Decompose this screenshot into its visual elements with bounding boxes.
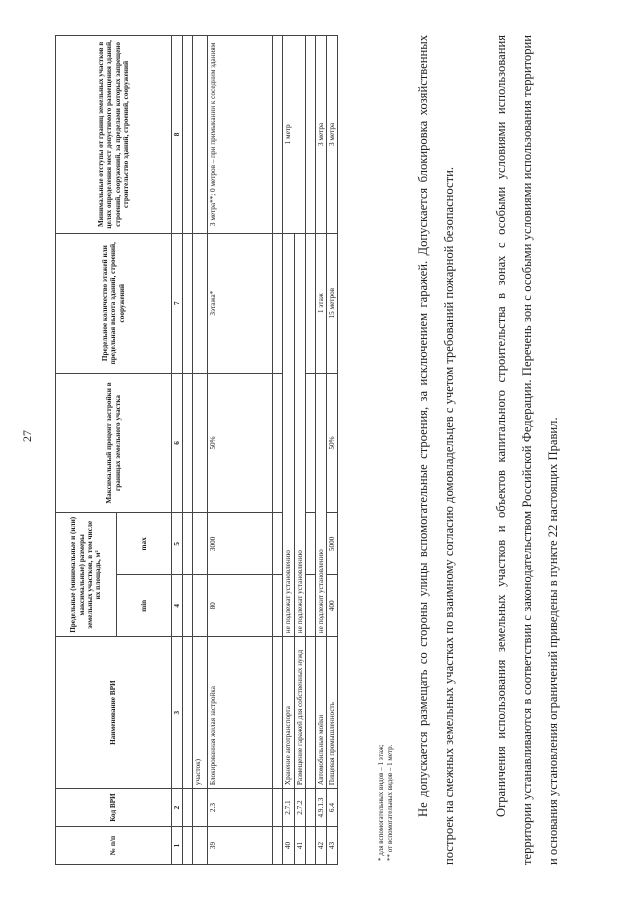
- column-number: 1: [172, 827, 183, 865]
- paragraph: Ограничения использования земельных участков и объектов капитального строительства в зонах с особыми условиями использования территории устанавливаются в соответствии с законодательством Российской Федерации. Перечень зон с особыми условиями использования территории и основания установления ограничений приведены в пункте 22 настоящих Правил.: [494, 35, 560, 865]
- table-row: [183, 36, 193, 865]
- row-name: Блокированная жилая застройка: [208, 637, 273, 789]
- table-row: [305, 36, 315, 865]
- header-area: Предельные (минимальные и (или) максимальные) размеры земельных участков, в том числе их площадь, м²: [56, 513, 117, 637]
- row-max: 5000: [327, 513, 338, 575]
- header-num: № п/п: [56, 827, 172, 865]
- column-number: 8: [172, 36, 183, 234]
- row-num: 41: [294, 827, 305, 865]
- row-merged: не подлежат установлению: [283, 233, 294, 637]
- row-floors: 3этажа*: [208, 233, 273, 373]
- header-code: Код ВРИ: [56, 789, 172, 827]
- row-merged: не подлежит установлению: [315, 373, 326, 637]
- row-num: 39: [208, 827, 273, 865]
- header-min: min: [117, 575, 172, 637]
- table-header-row: [56, 36, 117, 865]
- header-floors: Предельное количество этажей или предельная высота зданий, строений, сооружений: [56, 233, 172, 373]
- row-num: 40: [283, 827, 294, 865]
- row-code: 2.3: [208, 789, 273, 827]
- row-num: 43: [327, 827, 338, 865]
- table-row: [283, 36, 294, 865]
- table-row: [315, 36, 326, 865]
- row-floors: 1 этаж: [315, 233, 326, 373]
- zoning-parameters-table: [55, 35, 338, 865]
- footnote: * для вспомогательных видов – 1 этаж;: [377, 744, 385, 861]
- header-name: Наименование ВРИ: [56, 637, 172, 789]
- table-row: [208, 36, 273, 865]
- row-code: 2.7.2: [294, 789, 305, 827]
- row-setback: 3 метра: [327, 36, 338, 234]
- row-min: 400: [327, 575, 338, 637]
- paragraph: Не допускается размещать со стороны улицы вспомогательные строения, за исключением гаражей. Допускается блокировка хозяйственных построек на смежных земельных участках по взаимному согласию домовладельцев с учетом требований пожарной безопасности.: [416, 35, 456, 865]
- row-name: Автомобильные мойки: [315, 637, 326, 789]
- row-name: Пищевая промышленность: [327, 637, 338, 789]
- row-code: 6.4: [327, 789, 338, 827]
- row-code: 2.7.1: [283, 789, 294, 827]
- column-number: 5: [172, 513, 183, 575]
- header-percent: Максимальный процент застройки в границах земельного участка: [56, 373, 172, 513]
- header-max: max: [117, 513, 172, 575]
- row-max: 3000: [208, 513, 273, 575]
- row-num: 42: [315, 827, 326, 865]
- row-min: 80: [208, 575, 273, 637]
- column-number-row: [172, 36, 183, 865]
- column-number: 7: [172, 233, 183, 373]
- row-merged: не подлежат установлению: [294, 233, 305, 637]
- row-floors: 15 метров: [327, 233, 338, 373]
- column-number: 3: [172, 637, 183, 789]
- footnote: ** от вспомогательных видов – 1 метр.: [385, 744, 394, 861]
- row-name: Размещение гаражей для собственных нужд: [294, 637, 305, 789]
- page-number: 27: [20, 430, 34, 442]
- row-name: Хранение автотранспорта: [283, 637, 294, 789]
- row-code: 4.9.1.3: [315, 789, 326, 827]
- row-percent: 50%: [327, 373, 338, 513]
- row-setback: 3 метра**; 0 метров – при примыкании к соседним зданиям: [208, 36, 273, 234]
- row-percent: 50%: [208, 373, 273, 513]
- table-row: [327, 36, 338, 865]
- continuation-cell: участок): [193, 637, 208, 789]
- column-number: 4: [172, 575, 183, 637]
- table-row: [273, 36, 283, 865]
- column-number: 6: [172, 373, 183, 513]
- table-row: [193, 36, 208, 865]
- header-setbacks: Минимальные отступы от границ земельных участков в целях определения мест допустимого размещения зданий, строений, сооружений, за пределами которых запрещено строительство зданий, строений, сооружений: [56, 36, 172, 234]
- row-setback: 1 метр: [283, 36, 306, 234]
- column-number: 2: [172, 789, 183, 827]
- table-notes: [377, 744, 395, 861]
- row-setback: 3 метра: [315, 36, 326, 234]
